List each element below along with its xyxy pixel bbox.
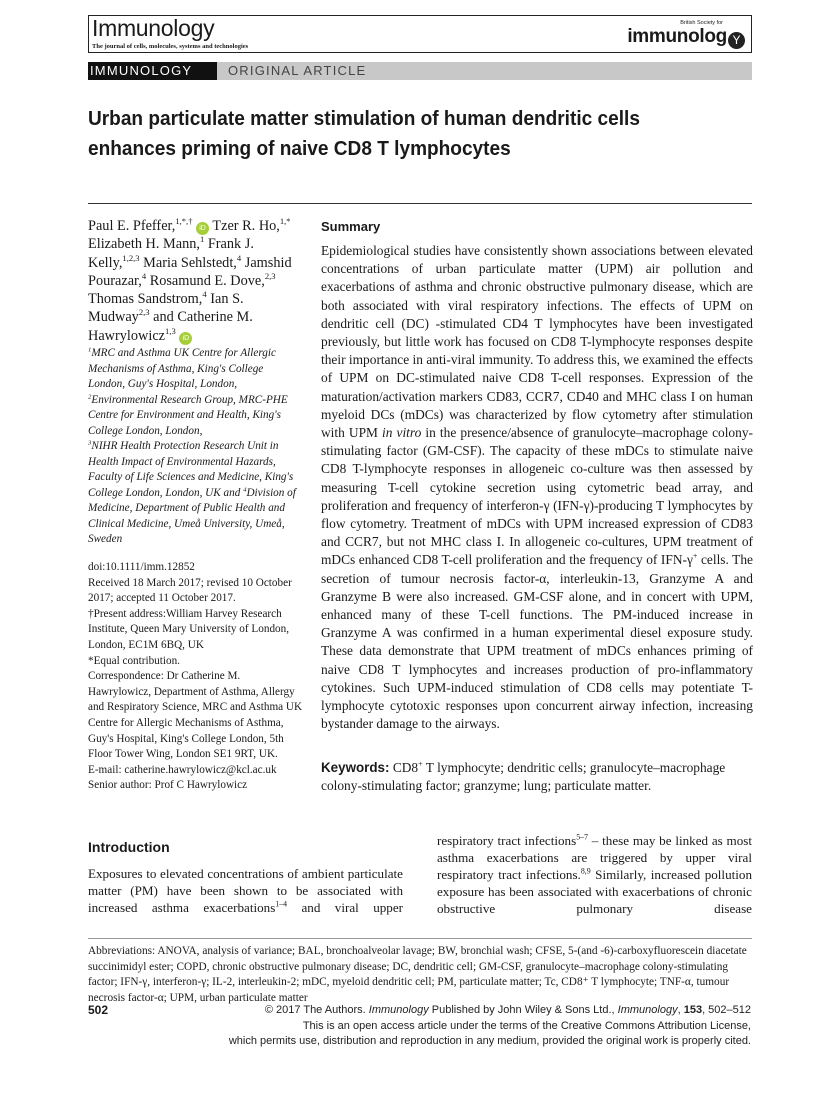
author: Paul E. Pfeffer, <box>88 218 176 234</box>
author: Jamshid Pourazar, <box>88 254 292 289</box>
logo-small-text: British Society for <box>680 20 723 26</box>
pages: , 502–512 <box>702 1004 751 1016</box>
publisher: Published by John Wiley & Sons Ltd., <box>431 1004 615 1016</box>
volume: 153 <box>683 1004 703 1016</box>
article-title: Urban particulate matter stimulation of human dendritic cells enhances priming of naive CD8 T lymphocytes <box>88 107 640 160</box>
summary-text <box>321 242 753 733</box>
author-affiliation-marker: 1,* <box>279 216 291 227</box>
copyright-footer: © 2017 The Authors. Immunology Published by John Wiley & Sons Ltd., Immunology, 153, 502–512 This is an open access article under the terms of the Creative Commons Attribution License, which permits use, distribution and reproduction in any medium, provided the original work is properly cited. <box>151 1003 751 1050</box>
affiliation-number: 1 <box>88 346 92 354</box>
author-affiliation-marker: 2,3 <box>138 307 150 318</box>
email[interactable]: E-mail: catherine.hawrylowicz@kcl.ac.uk <box>88 763 277 776</box>
page-number: 502 <box>88 1003 109 1017</box>
author-affiliation-marker: 4 <box>141 271 147 282</box>
summary-part: cells. The secretion of tumour necrosis factor-α, interleukin-13, Granzyme A and Granzyme B were also increased. GM-CSF alone, and in concert with UPM, enhanced many of these T-cell functions. The PM-induced increase in Granzyme A was confirmed in a human experimental diesel exposure study. These data demonstrate that UPM treatment of mDCs enhances priming of naive CD8 T lymphocytes and increases production of pro-inflammatory cytokines. Such UPM-induced stimulation of CD8 cells may potentiate T-lymphocyte cytotoxic responses upon concurrent airway infection, increasing bystander damage to the airways. <box>321 552 753 732</box>
summary-italic: in vitro <box>382 425 422 441</box>
affiliation-number: 3 <box>88 439 92 447</box>
author-affiliation-marker: 1,2,3 <box>122 252 140 263</box>
author: Maria Sehlstedt, <box>143 254 237 271</box>
bsi-logo <box>627 20 745 49</box>
citation[interactable]: 8,9 <box>580 866 591 876</box>
license-line: This is an open access article under the terms of the Creative Commons Attribution License, <box>302 1019 751 1032</box>
affiliation-number: 4 <box>243 485 247 493</box>
author-affiliation-marker: 1,*,† <box>175 216 193 227</box>
equal-contribution: *Equal contribution. <box>88 654 180 667</box>
title-divider <box>88 203 752 204</box>
received-dates: Received 18 March 2017; revised 10 October 2017; accepted 11 October 2017. <box>88 576 292 605</box>
author: Frank J. Kelly, <box>88 236 254 271</box>
journal-tagline: The journal of cells, molecules, systems and technologies <box>92 43 249 50</box>
author: Ian S. Mudway <box>88 291 244 326</box>
intro-left-column <box>88 865 403 916</box>
license-line: which permits use, distribution and reproduction in any medium, provided the original work is properly cited. <box>228 1035 751 1047</box>
journal-name: Immunology <box>92 15 215 41</box>
affiliations <box>88 346 303 548</box>
affiliation: Division of Medicine, Department of Public Health and Clinical Medicine, Umeå University, Umeå, Sweden <box>88 486 296 545</box>
section-bar <box>88 62 752 80</box>
affiliation: Environmental Research Group, MRC-PHE Centre for Environment and Health, King's College London, London, <box>88 393 288 437</box>
orcid-icon[interactable]: iD <box>196 222 209 235</box>
affiliation: MRC and Asthma UK Centre for Allergic Mechanisms of Asthma, King's College London, Guy's Hospital, London, <box>88 347 276 390</box>
author: Tzer R. Ho, <box>212 218 280 234</box>
journal-italic: Immunology <box>617 1004 678 1016</box>
author-affiliation-marker: 1,3 <box>165 326 176 337</box>
author-affiliation-marker: 4 <box>236 252 242 263</box>
keyword-cd8: CD8 <box>392 760 419 775</box>
author-affiliation-marker: 2,3 <box>264 271 276 282</box>
correspondence: Correspondence: Dr Catherine M. Hawrylowicz, Department of Asthma, Allergy and Respiratory Science, MRC and Asthma UK Centre for Allergic Mechanisms of Asthma, Guy's Hospital, King's College London, 5th Floor Tower Wing, London SE1 9RT, UK. <box>88 670 303 761</box>
article-type: ORIGINAL ARTICLE <box>228 63 367 78</box>
journal-italic: Immunology <box>368 1004 429 1016</box>
logo-y-icon: Y <box>728 32 745 49</box>
intro-right-column <box>437 832 752 917</box>
summary-part: Epidemiological studies have consistently shown associations between elevated concentrations of urban particulate matter (UPM) air pollution and exacerbations of asthma and chronic obstructive pulmonary disease, which are both associated with viral respiratory infections. The effects of UPM on dendritic cell (DC) -stimulated CD4 T lymphocytes have been investigated previously, but little work has focused on CD8 T-lymphocyte responses despite their importance in anti-viral immunity. To address this, we examined the effects of UPM on DC-stimulated naive CD8 T-cell responses. Expression of the maturation/activation markers CD83, CCR7, CD40 and MHC class I on human myeloid DCs (mDCs) was characterized by flow cytometry after stimulation with UPM <box>321 243 753 441</box>
intro-text: – these may be linked as most asthma exacerbations are triggered by upper viral respiratory tract infections. <box>437 833 753 882</box>
affiliation-number: 2 <box>88 392 92 400</box>
copyright: © 2017 The Authors. <box>264 1004 366 1016</box>
introduction-heading: Introduction <box>88 839 170 855</box>
intro-text: Exposures to elevated concentrations of ambient particulate matter (PM) have been shown to be associated with increased asthma exacerbations <box>88 866 403 915</box>
orcid-icon[interactable]: iD <box>179 332 192 345</box>
keywords-text: T lymphocyte; dendritic cells; granulocyte–macrophage colony-stimulating factor; granzyme; lung; particulate matter. <box>321 760 726 793</box>
section-label: IMMUNOLOGY <box>88 62 217 80</box>
intro-text: and viral upper <box>301 900 404 915</box>
intro-text: Similarly, increased pollution exposure has been associated with exacerbations of chronic obstructive pulmonary disease <box>437 867 752 916</box>
doi[interactable]: doi:10.1111/imm.12852 <box>88 561 195 573</box>
keywords <box>321 759 753 795</box>
author: Elizabeth H. Mann, <box>88 236 200 253</box>
journal-header <box>88 15 752 53</box>
keywords-label: Keywords: <box>321 760 390 775</box>
author-affiliation-marker: 1 <box>199 234 205 245</box>
senior-author: Senior author: Prof C Hawrylowicz <box>88 779 248 792</box>
present-address: †Present address:William Harvey Research Institute, Queen Mary University of London, London, EC1M 6BQ, UK <box>88 607 290 651</box>
summary-heading: Summary <box>321 219 381 234</box>
author: Thomas Sandstrom, <box>88 291 203 308</box>
superscript: + <box>418 759 423 769</box>
author: Rosamund E. Dove, <box>149 272 265 289</box>
author-affiliation-marker: 4 <box>202 289 207 300</box>
intro-text: respiratory tract infections <box>437 833 577 848</box>
citation[interactable]: 5–7 <box>576 832 588 842</box>
abbreviations: Abbreviations: ANOVA, analysis of variance; BAL, bronchoalveolar lavage; BW, bronchial wash; CFSE, 5-(and -6)-carboxyfluorescein diacetate succinimidyl ester; COPD, chronic obstructive pulmonary disease; DC, dendritic cell; GM-CSF, granulocyte–macrophage colony-stimulating factor; IFN-γ, interferon-γ; IL-2, interleukin-2; mDC, myeloid dendritic cell; PM, particulate matter; Tc, CD8⁺ T lymphocyte; TNF-α, tumour necrosis factor-α; UPM, urban particulate matter <box>88 945 747 1004</box>
author-list <box>88 217 303 345</box>
affiliation: NIHR Health Protection Research Unit in Health Impact of Environmental Hazards, Faculty of Life Sciences and Medicine, King's College London, London, UK and <box>88 440 294 499</box>
superscript: + <box>692 551 698 561</box>
citation[interactable]: 1–4 <box>275 899 288 909</box>
logo-text: immunolog <box>627 26 727 47</box>
footnote-divider <box>88 938 752 939</box>
summary-part: in the presence/absence of granulocyte–macrophage colony-stimulating factor (GM-CSF). The capacity of these mDCs to stimulate naive CD8 T-lymphocyte responses in allogeneic co-culture was then assessed by measuring T-cell cytokine secretion using cytometric bead array, and proliferation and frequency of interferon-γ (IFN-γ)-producing T lymphocytes by flow cytometry. Treatment of mDCs with UPM increased expression of CD83 and CCR7, but not MHC class I. In allogeneic co-cultures, UPM treatment of mDCs enhanced CD8 T-cell proliferation and the frequency of IFN-γ <box>321 425 753 568</box>
article-metadata <box>88 560 303 794</box>
author: and Catherine M. Hawrylowicz <box>88 309 253 344</box>
